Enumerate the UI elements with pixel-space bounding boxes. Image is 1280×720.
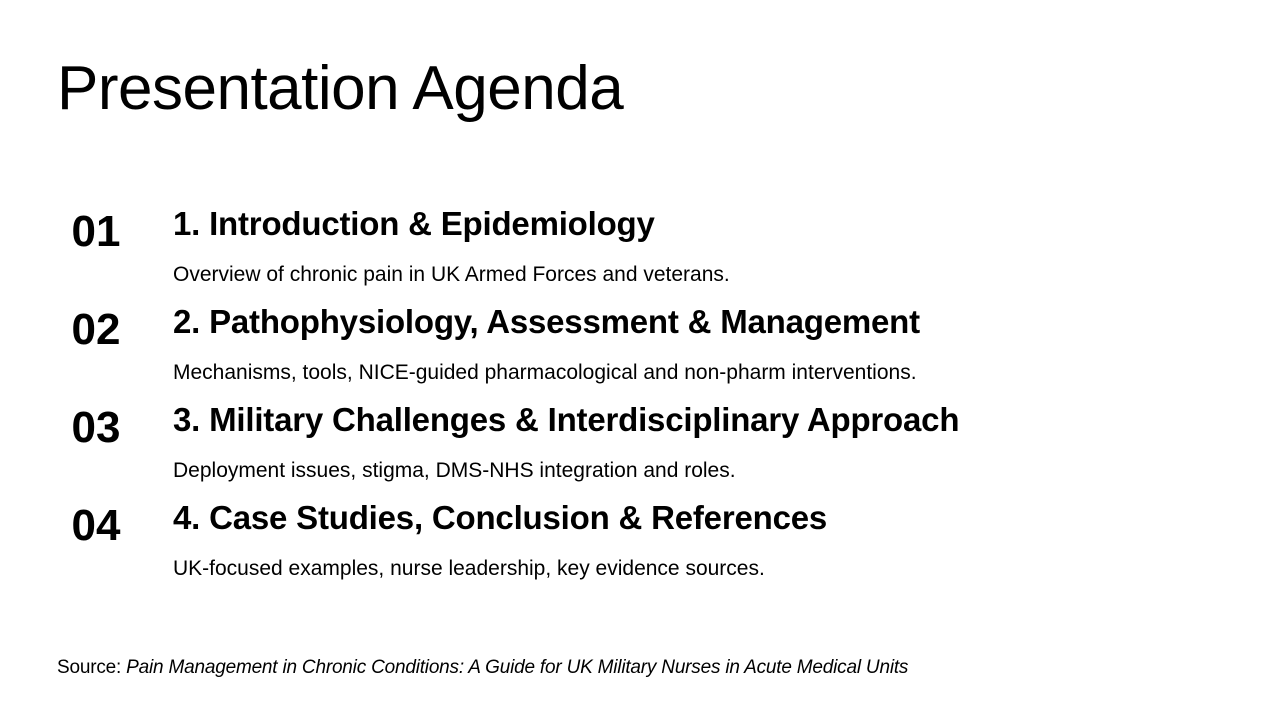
agenda-item-heading: 3. Military Challenges & Interdisciplinary Approach [173,401,960,438]
agenda-item-number: 02 [71,305,121,354]
agenda-item-description: Mechanisms, tools, NICE-guided pharmacological and non-pharm interventions. [173,361,917,384]
agenda-item-number: 03 [71,403,121,452]
agenda-item-number: 01 [71,207,121,256]
agenda-item-3 [0,394,1280,492]
agenda-item-heading: 2. Pathophysiology, Assessment & Management [173,303,920,340]
source-citation [57,655,908,681]
agenda-item-2 [0,296,1280,394]
agenda-item-1 [0,198,1280,296]
agenda-item-heading: 4. Case Studies, Conclusion & References [173,499,828,536]
agenda-item-description: Deployment issues, stigma, DMS-NHS integration and roles. [173,459,736,482]
source-title: Pain Management in Chronic Conditions: A Guide for UK Military Nurses in Acute Medical Units [126,657,909,678]
agenda-item-number: 04 [71,501,121,550]
agenda-item-description: UK-focused examples, nurse leadership, key evidence sources. [173,557,765,580]
agenda-item-heading: 1. Introduction & Epidemiology [173,205,655,242]
page-title: Presentation Agenda [57,54,624,123]
agenda-item-4 [0,492,1280,590]
source-prefix: Source: [57,657,127,678]
agenda-item-description: Overview of chronic pain in UK Armed Forces and veterans. [173,263,730,286]
